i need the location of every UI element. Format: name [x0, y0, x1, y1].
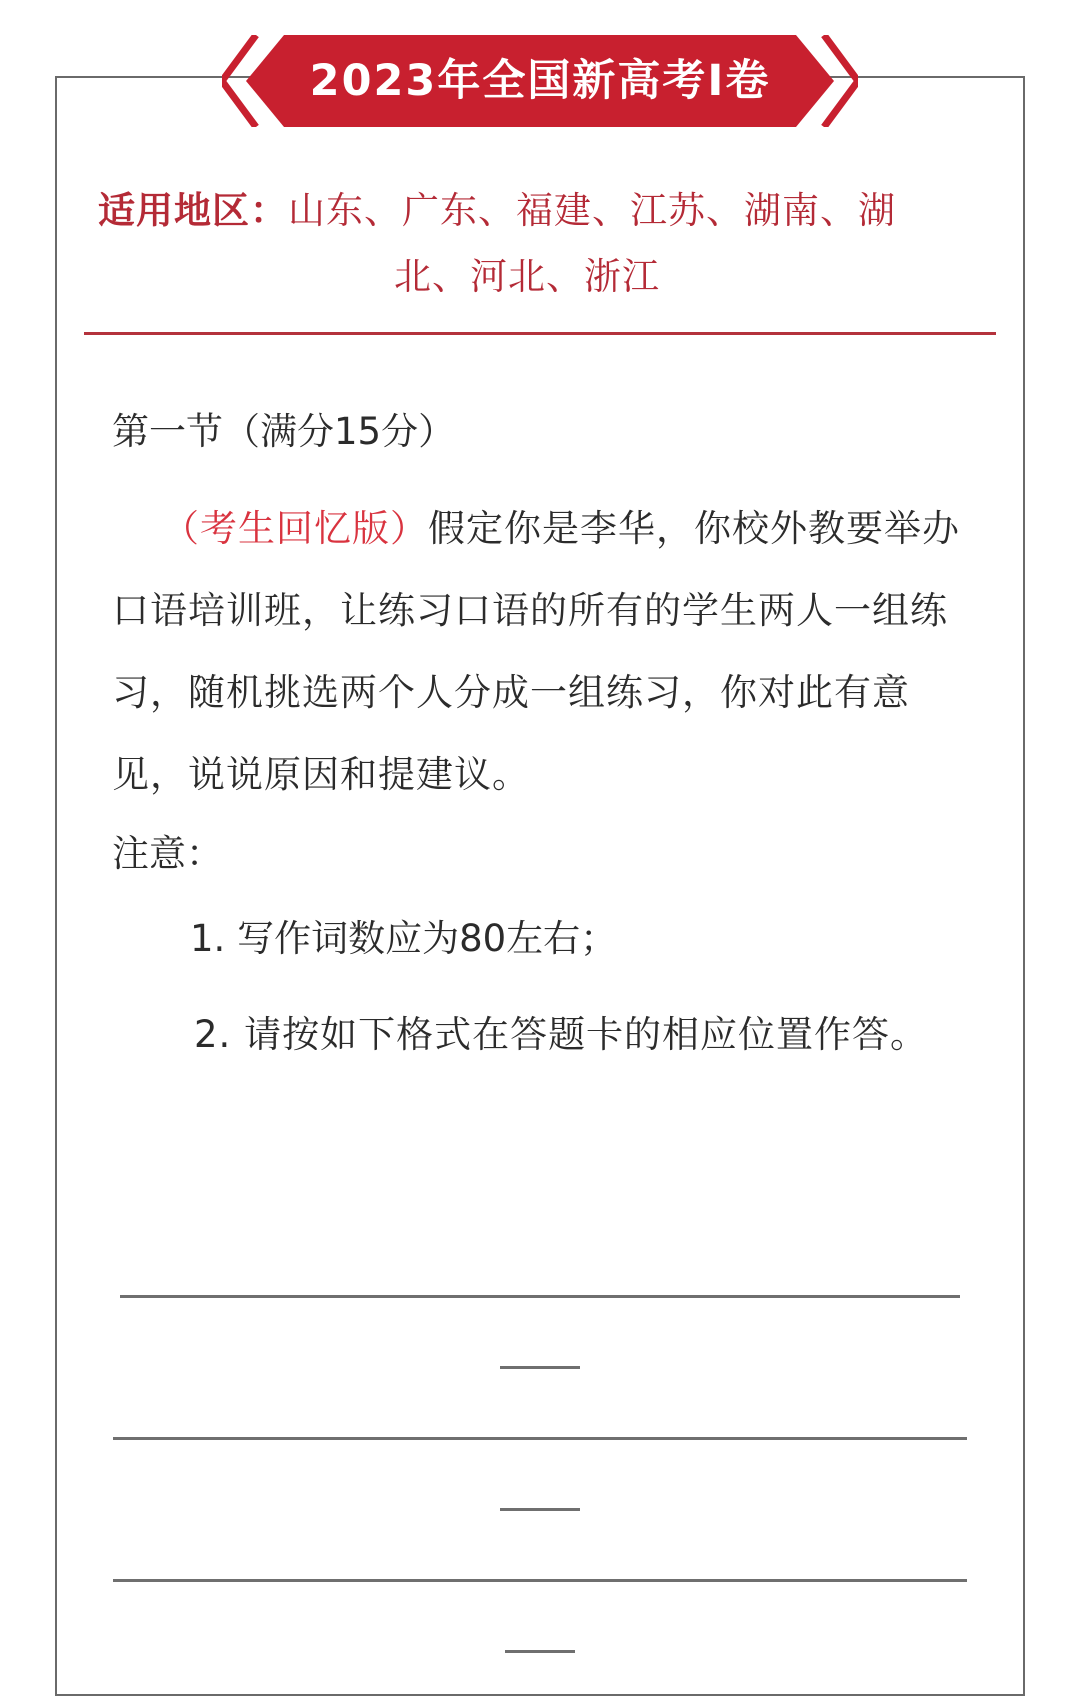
answer-line-short	[500, 1366, 580, 1369]
region-label: 适用地区：	[98, 189, 288, 232]
header-divider	[84, 332, 996, 335]
note-item-2-text: 2. 请按如下格式在答题卡的相应位置作答。	[194, 1013, 929, 1056]
exam-title: 2023年全国新高考Ⅰ卷	[309, 56, 771, 106]
region-list-line1: 山东、广东、福建、江苏、湖南、湖	[288, 189, 896, 232]
worksheet-frame	[55, 76, 1025, 1696]
prompt-text: 假定你是李华，你校外教要举办口语培训班，让练习口语的所有的学生两人一组练习，随机挑选两个人分成一组练习，你对此有意见，说说原因和提建议。	[112, 507, 960, 796]
recall-version-tag: （考生回忆版）	[162, 507, 428, 550]
answer-line-long	[113, 1437, 967, 1440]
section-title: 第一节（满分15分）	[112, 410, 456, 453]
note-item-1: 1. 写作词数应为80左右；	[190, 917, 618, 960]
answer-line-short	[505, 1650, 575, 1653]
answer-line-long	[120, 1295, 960, 1298]
answer-line-long	[113, 1579, 967, 1582]
region-list-line2: 北、河北、浙江	[394, 255, 660, 298]
note-item-2	[112, 994, 978, 1076]
applicable-regions	[98, 178, 988, 310]
title-banner	[222, 35, 858, 127]
writing-prompt	[112, 488, 978, 816]
answer-line-short	[500, 1508, 580, 1511]
notes-title: 注意：	[112, 832, 223, 875]
